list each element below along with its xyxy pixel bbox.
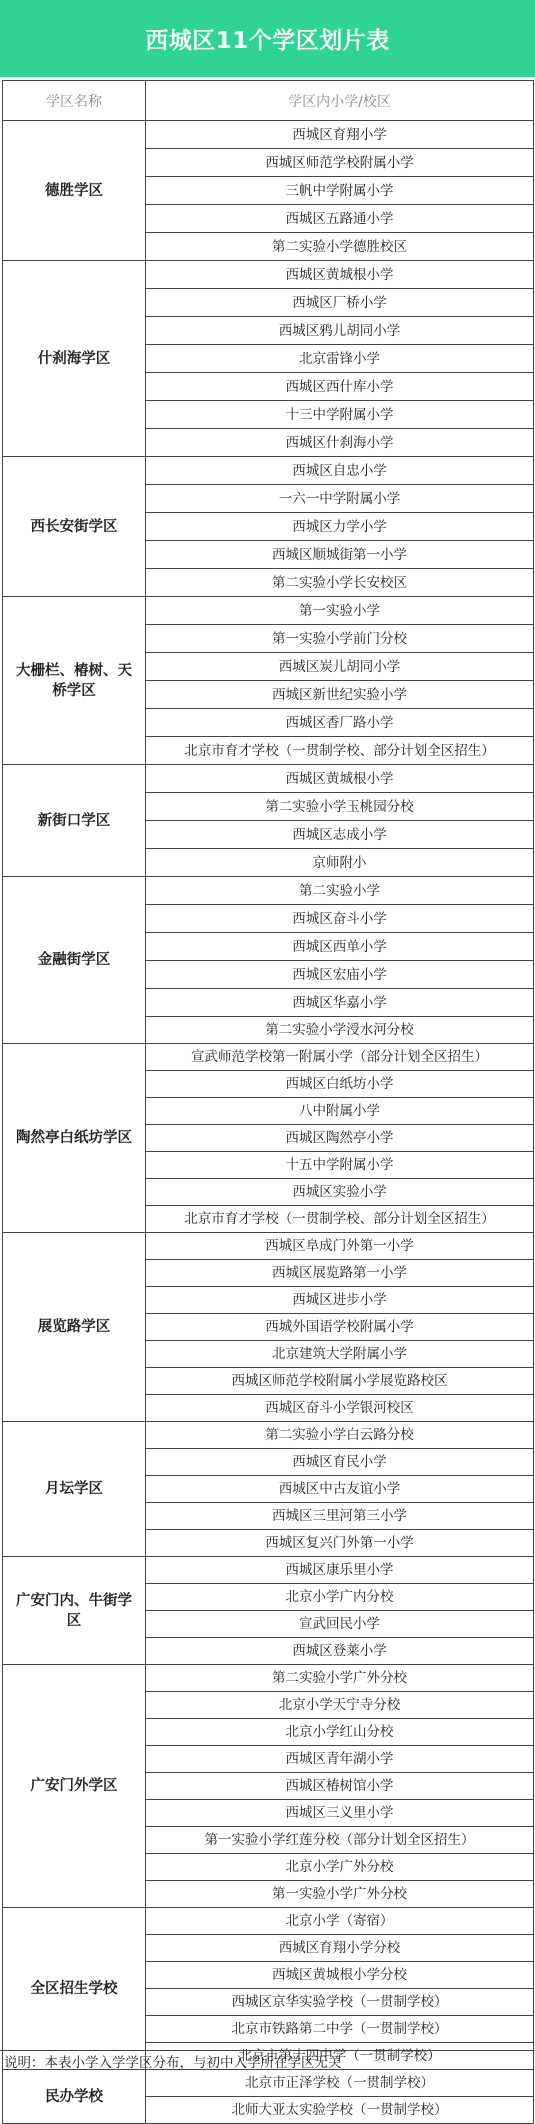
school-cell: 西城区炭儿胡同小学 bbox=[146, 653, 534, 681]
school-cell: 西城区陶然亭小学 bbox=[146, 1125, 534, 1152]
school-cell: 西城区黄城根小学 bbox=[146, 765, 534, 793]
school-cell: 西城区力学小学 bbox=[146, 513, 534, 541]
school-cell: 西城区师范学校附属小学展览路校区 bbox=[146, 1368, 534, 1395]
table-row bbox=[3, 457, 534, 485]
table-row bbox=[3, 1557, 534, 1584]
school-cell: 西城区椿树馆小学 bbox=[146, 1773, 534, 1800]
school-cell: 西城区育翔小学分校 bbox=[146, 1935, 534, 1962]
school-cell: 西城区厂桥小学 bbox=[146, 289, 534, 317]
school-cell: 西城区香厂路小学 bbox=[146, 709, 534, 737]
school-cell: 西城区宏庙小学 bbox=[146, 961, 534, 989]
school-cell: 北京市育才学校（一贯制学校、部分计划全区招生） bbox=[146, 1206, 534, 1233]
school-cell: 北京小学广外分校 bbox=[146, 1854, 534, 1881]
school-cell: 西城区西单小学 bbox=[146, 933, 534, 961]
district-name-cell: 新街口学区 bbox=[3, 765, 146, 877]
table-row bbox=[3, 1422, 534, 1449]
footnote: 说明：本表小学入学学区分布，与初中入学所在学区无关 bbox=[0, 2050, 535, 2075]
district-name-cell: 德胜学区 bbox=[3, 121, 146, 261]
school-cell: 西城区京华实验学校（一贯制学校） bbox=[146, 1989, 534, 2016]
school-cell: 西城外国语学校附属小学 bbox=[146, 1314, 534, 1341]
school-cell: 西城区进步小学 bbox=[146, 1287, 534, 1314]
school-cell: 西城区鸦儿胡同小学 bbox=[146, 317, 534, 345]
school-cell: 西城区白纸坊小学 bbox=[146, 1071, 534, 1098]
school-cell: 西城区黄城根小学 bbox=[146, 261, 534, 289]
school-cell: 西城区展览路第一小学 bbox=[146, 1260, 534, 1287]
school-cell: 西城区华嘉小学 bbox=[146, 989, 534, 1017]
school-cell: 西城区自忠小学 bbox=[146, 457, 534, 485]
district-name-cell: 金融街学区 bbox=[3, 877, 146, 1044]
school-cell: 西城区奋斗小学 bbox=[146, 905, 534, 933]
school-cell: 北京市铁路第二中学（一贯制学校） bbox=[146, 2016, 534, 2043]
table-row bbox=[3, 1044, 534, 1071]
school-cell: 西城区志成小学 bbox=[146, 821, 534, 849]
school-cell: 京师附小 bbox=[146, 849, 534, 877]
school-cell: 北京市育才学校（一贯制学校、部分计划全区招生） bbox=[146, 737, 534, 765]
school-cell: 第一实验小学前门分校 bbox=[146, 625, 534, 653]
school-cell: 西城区黄城根小学分校 bbox=[146, 1962, 534, 1989]
school-cell: 北师大亚太实验学校（一贯制学校） bbox=[146, 2097, 534, 2124]
school-cell: 北京建筑大学附属小学 bbox=[146, 1341, 534, 1368]
school-cell: 北京市正泽学校（一贯制学校） bbox=[146, 2070, 534, 2097]
school-cell: 西城区青年湖小学 bbox=[146, 1746, 534, 1773]
table-body bbox=[3, 121, 534, 2124]
school-cell: 西城区复兴门外第一小学 bbox=[146, 1530, 534, 1557]
table-row bbox=[3, 877, 534, 905]
district-name-cell: 展览路学区 bbox=[3, 1233, 146, 1422]
school-cell: 西城区中古友谊小学 bbox=[146, 1476, 534, 1503]
school-cell: 西城区五路通小学 bbox=[146, 205, 534, 233]
school-cell: 西城区康乐里小学 bbox=[146, 1557, 534, 1584]
school-cell: 第二实验小学长安校区 bbox=[146, 569, 534, 597]
school-cell: 八中附属小学 bbox=[146, 1098, 534, 1125]
district-name-cell: 什刹海学区 bbox=[3, 261, 146, 457]
school-cell: 第二实验小学玉桃园分校 bbox=[146, 793, 534, 821]
table-row bbox=[3, 765, 534, 793]
district-name-cell: 月坛学区 bbox=[3, 1422, 146, 1557]
school-cell: 西城区育翔小学 bbox=[146, 121, 534, 149]
school-cell: 北京小学（寄宿） bbox=[146, 1908, 534, 1935]
school-cell: 西城区师范学校附属小学 bbox=[146, 149, 534, 177]
district-name-cell: 西长安街学区 bbox=[3, 457, 146, 597]
school-cell: 北京小学红山分校 bbox=[146, 1719, 534, 1746]
table-row bbox=[3, 597, 534, 625]
school-cell: 西城区顺城街第一小学 bbox=[146, 541, 534, 569]
school-cell: 宣武回民小学 bbox=[146, 1611, 534, 1638]
school-cell: 西城区三里河第三小学 bbox=[146, 1503, 534, 1530]
school-cell: 西城区三义里小学 bbox=[146, 1800, 534, 1827]
column-header-district: 学区名称 bbox=[3, 81, 146, 121]
school-cell: 十三中学附属小学 bbox=[146, 401, 534, 429]
table-header-row bbox=[3, 81, 534, 121]
table-row bbox=[3, 1665, 534, 1692]
school-cell: 第二实验小学广外分校 bbox=[146, 1665, 534, 1692]
school-cell: 三帆中学附属小学 bbox=[146, 177, 534, 205]
school-cell: 第二实验小学 bbox=[146, 877, 534, 905]
district-table bbox=[2, 80, 534, 2124]
school-cell: 宣武师范学校第一附属小学（部分计划全区招生） bbox=[146, 1044, 534, 1071]
school-cell: 第二实验小学涭水河分校 bbox=[146, 1017, 534, 1044]
school-cell: 一六一中学附属小学 bbox=[146, 485, 534, 513]
district-name-cell: 广安门内、牛街学区 bbox=[3, 1557, 146, 1665]
school-cell: 西城区育民小学 bbox=[146, 1449, 534, 1476]
district-name-cell: 陶然亭白纸坊学区 bbox=[3, 1044, 146, 1233]
table-row bbox=[3, 261, 534, 289]
school-cell: 西城区登莱小学 bbox=[146, 1638, 534, 1665]
school-cell: 西城区阜成门外第一小学 bbox=[146, 1233, 534, 1260]
school-cell: 西城区新世纪实验小学 bbox=[146, 681, 534, 709]
school-cell: 西城区西什库小学 bbox=[146, 373, 534, 401]
district-name-cell: 民办学校 bbox=[3, 2070, 146, 2124]
school-cell: 第二实验小学德胜校区 bbox=[146, 233, 534, 261]
school-cell: 西城区什刹海小学 bbox=[146, 429, 534, 457]
school-cell: 西城区实验小学 bbox=[146, 1179, 534, 1206]
column-header-schools: 学区内小学/校区 bbox=[146, 81, 534, 121]
school-cell: 北京小学广内分校 bbox=[146, 1584, 534, 1611]
school-cell: 西城区奋斗小学银河校区 bbox=[146, 1395, 534, 1422]
school-cell: 北京雷锋小学 bbox=[146, 345, 534, 373]
table-row bbox=[3, 1233, 534, 1260]
page-title: 西城区11个学区划片表 bbox=[0, 0, 535, 77]
district-name-cell: 广安门外学区 bbox=[3, 1665, 146, 1908]
school-cell: 第二实验小学白云路分校 bbox=[146, 1422, 534, 1449]
school-cell: 第一实验小学 bbox=[146, 597, 534, 625]
district-name-cell: 全区招生学校 bbox=[3, 1908, 146, 2070]
school-cell: 北京市第十四中学（一贯制学校） bbox=[146, 2043, 534, 2070]
school-cell: 第一实验小学红莲分校（部分计划全区招生） bbox=[146, 1827, 534, 1854]
district-name-cell: 大栅栏、椿树、天桥学区 bbox=[3, 597, 146, 765]
school-cell: 北京小学天宁寺分校 bbox=[146, 1692, 534, 1719]
school-cell: 十五中学附属小学 bbox=[146, 1152, 534, 1179]
table-row bbox=[3, 121, 534, 149]
school-cell: 第一实验小学广外分校 bbox=[146, 1881, 534, 1908]
table-row bbox=[3, 1908, 534, 1935]
